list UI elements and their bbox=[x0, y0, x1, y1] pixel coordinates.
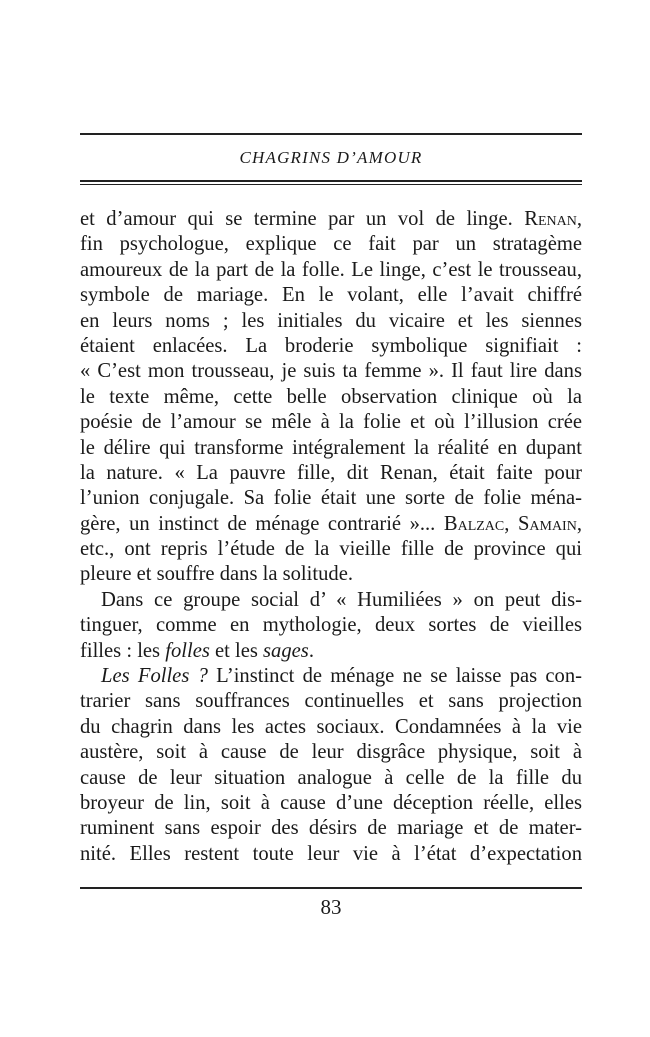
text-line bbox=[80, 283, 582, 308]
text-line bbox=[80, 410, 582, 435]
header-double-rule-lower bbox=[80, 184, 582, 185]
text-segment: cause de leur situation analogue à celle de la fille du bbox=[80, 766, 582, 789]
text-segment: gère, un instinct de ménage contrarié »... bbox=[80, 512, 444, 535]
text-line bbox=[80, 461, 582, 486]
text-segment: amoureux de la part de la folle. Le linge, c’est le trousseau, bbox=[80, 258, 582, 281]
body-text bbox=[80, 207, 582, 867]
text-segment: étaient enlacées. La broderie symbolique signifiait : bbox=[80, 334, 582, 357]
text-segment: l’union conjugale. Sa folie était une sorte de folie ména- bbox=[80, 487, 582, 510]
text-segment: « C’est mon trousseau, je suis ta femme ». Il faut lire dans bbox=[80, 360, 582, 383]
text-line bbox=[80, 816, 582, 841]
text-segment: , bbox=[504, 512, 518, 535]
text-line bbox=[80, 740, 582, 765]
text-line bbox=[80, 512, 582, 537]
italic-text: folles bbox=[165, 639, 210, 662]
text-line bbox=[80, 715, 582, 740]
text-segment: Dans ce groupe social d’ « Humiliées » on peut dis- bbox=[101, 588, 582, 611]
italic-text: sages bbox=[263, 639, 309, 662]
text-line bbox=[80, 232, 582, 257]
text-line bbox=[80, 588, 582, 613]
text-line bbox=[80, 664, 582, 689]
text-segment: nité. Elles restent toute leur vie à l’état d’expectation bbox=[80, 842, 582, 865]
text-line bbox=[80, 766, 582, 791]
text-segment: et d’amour qui se termine par un vol de linge. bbox=[80, 208, 525, 230]
text-line bbox=[80, 258, 582, 283]
text-line bbox=[80, 689, 582, 714]
text-segment: filles : les bbox=[80, 639, 166, 662]
text-segment: le texte même, cette belle observation clinique où la bbox=[80, 385, 582, 408]
text-line bbox=[80, 486, 582, 511]
text-line bbox=[80, 385, 582, 410]
header-double-rule-upper bbox=[80, 180, 582, 182]
text-segment: , bbox=[576, 208, 582, 230]
text-segment: symbole de mariage. En le volant, elle l’avait chiffré bbox=[80, 284, 582, 307]
text-line bbox=[80, 791, 582, 816]
text-segment: . bbox=[308, 639, 314, 662]
text-segment: la nature. « La pauvre fille, dit Renan, était faite pour bbox=[80, 461, 582, 484]
text-segment: poésie de l’amour se mêle à la folie et où l’illusion crée bbox=[80, 411, 582, 434]
text-segment: pleure et souffre dans la solitude. bbox=[80, 563, 353, 586]
header-top-rule bbox=[80, 133, 582, 135]
text-segment: en leurs noms ; les initiales du vicaire et les siennes bbox=[80, 309, 582, 332]
text-line bbox=[80, 639, 582, 664]
text-line bbox=[80, 359, 582, 384]
text-segment: austère, soit à cause de leur disgrâce physique, soit à bbox=[80, 741, 582, 764]
text-segment: fin psychologue, explique ce fait par un stratagème bbox=[80, 233, 582, 256]
text-line bbox=[80, 842, 582, 867]
page-number: 83 bbox=[320, 895, 342, 919]
small-caps-name: Balzac bbox=[443, 512, 505, 535]
small-caps-name: Samain bbox=[517, 512, 577, 535]
text-line bbox=[80, 562, 582, 587]
text-segment: et les bbox=[209, 639, 264, 662]
text-segment: etc., ont repris l’étude de la vieille fille de province qui bbox=[80, 538, 582, 561]
text-line bbox=[80, 436, 582, 461]
text-segment: du chagrin dans les actes sociaux. Condamnées à la vie bbox=[80, 715, 582, 738]
italic-text: Les Folles ? bbox=[101, 665, 208, 688]
text-segment: L’instinct de ménage ne se laisse pas con- bbox=[207, 665, 582, 688]
text-line bbox=[80, 207, 582, 232]
text-segment: , bbox=[576, 512, 582, 535]
text-segment: broyeur de lin, soit à cause d’une déception réelle, elles bbox=[80, 791, 582, 814]
text-line bbox=[80, 537, 582, 562]
running-head: CHAGRINS D’AMOUR bbox=[239, 148, 423, 167]
text-segment: le délire qui transforme intégralement la réalité en dupant bbox=[80, 436, 582, 459]
text-line bbox=[80, 309, 582, 334]
footer-rule bbox=[80, 887, 582, 889]
small-caps-name: Renan bbox=[524, 208, 577, 230]
text-line bbox=[80, 613, 582, 638]
text-segment: ruminent sans espoir des désirs de mariage et de mater- bbox=[80, 817, 582, 840]
text-line bbox=[80, 334, 582, 359]
text-segment: trarier sans souffrances continuelles et sans projection bbox=[80, 690, 582, 713]
text-segment: tinguer, comme en mythologie, deux sortes de vieilles bbox=[80, 614, 582, 637]
